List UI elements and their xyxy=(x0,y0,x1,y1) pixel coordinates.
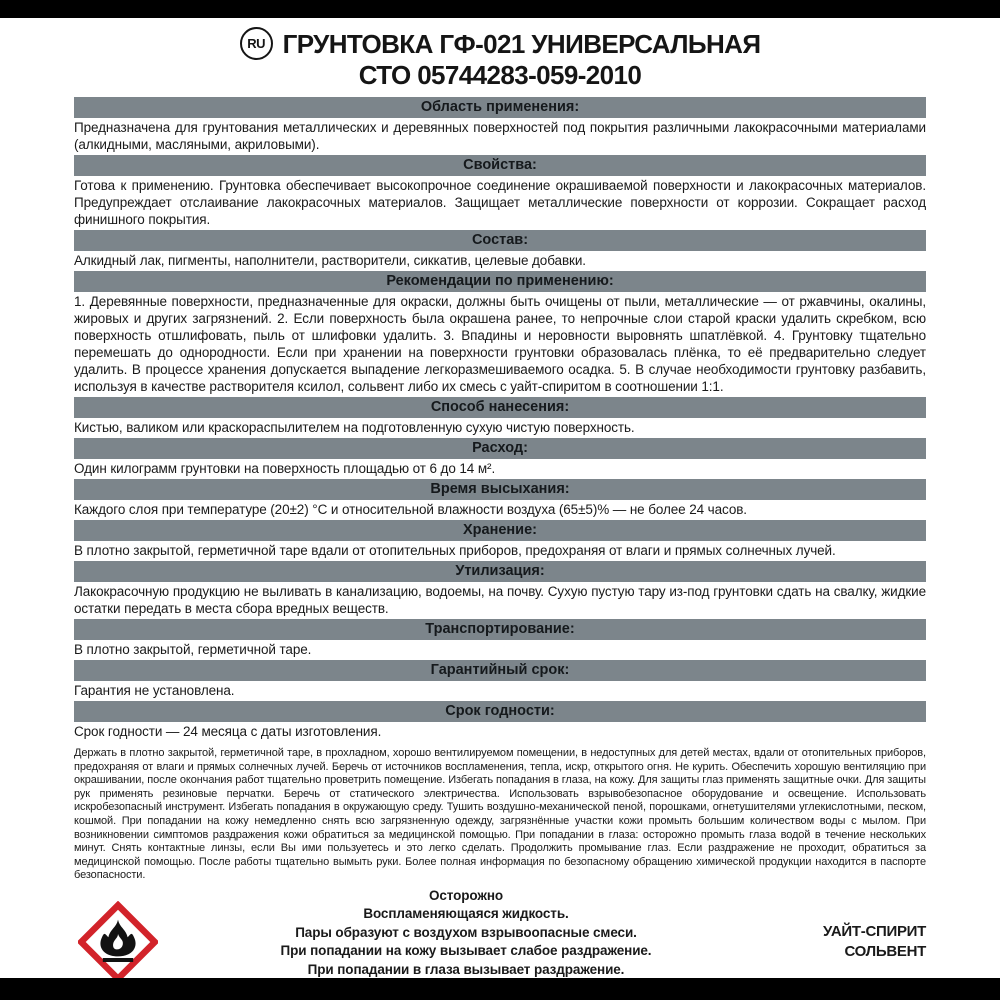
section-properties xyxy=(74,155,926,228)
section-body: В плотно закрытой, герметичной таре вдали от отопительных приборов, предохраняя от влаги и прямых солнечных лучей. xyxy=(74,543,836,558)
section-heading: Способ нанесения: xyxy=(74,397,926,418)
section-heading: Хранение: xyxy=(74,520,926,541)
section-heading: Утилизация: xyxy=(74,561,926,582)
section-composition xyxy=(74,230,926,269)
title-block xyxy=(0,27,1000,90)
section-body: Предназначена для грунтования металлических и деревянных поверхностей под покрытия различными лакокрасочными материалами (алкидными, масляными, акриловыми). xyxy=(74,120,926,152)
section-body: Лакокрасочную продукцию не выливать в канализацию, водоемы, на почву. Сухую пустую тару из-под грунтовки сдать на свалку, жидкие остатки передать в места сбора вредных веществ. xyxy=(74,584,926,616)
section-body: Алкидный лак, пигменты, наполнители, растворители, сиккатив, целевые добавки. xyxy=(74,253,586,268)
hazard-line: При попадании в глаза вызывает раздражение. xyxy=(307,961,625,977)
section-transport xyxy=(74,619,926,658)
solvent-line: СОЛЬВЕНТ xyxy=(844,943,926,961)
section-heading: Транспортирование: xyxy=(74,619,926,640)
section-heading: Гарантийный срок: xyxy=(74,660,926,681)
section-body: Срок годности — 24 месяца с даты изготовления. xyxy=(74,724,382,739)
hazard-line: Пары образуют с воздухом взрывоопасные смеси. xyxy=(295,924,637,940)
standard-number: СТО 05744283-059-2010 xyxy=(358,60,642,90)
product-title: ГРУНТОВКА ГФ-021 УНИВЕРСАЛЬНАЯ xyxy=(282,28,761,59)
section-body: Кистью, валиком или краскораспылителем на подготовленную сухую чистую поверхность. xyxy=(74,420,635,435)
solvent-line: УАЙТ-СПИРИТ xyxy=(822,923,926,941)
section-recommendations xyxy=(74,271,926,395)
section-heading: Рекомендации по применению: xyxy=(74,271,926,292)
section-shelf-life xyxy=(74,701,926,740)
section-body: 1. Деревянные поверхности, предназначенные для окраски, должны быть очищены от пыли, металлические — от ржавчины, окалины, жировых и других загрязнений. 2. Если поверхность была окрашена ранее, то непрочные слои старой краски удалить скребком, всю поверхность отшлифовать, пыль от шлифовки удалить. 3. Впадины и неровности выровнять шпатлёвкой. 4. Грунтовку тщательно перемешать до однородности. Если при хранении на поверхности грунтовки образовалась плёнка, то её предварительно следует удалить. В процессе хранения допускается выпадение легкоразмешиваемого осадка. 5. В случае необходимости грунтовку разбавить, используя в качестве растворителя ксилол, сольвент либо их смесь с уайт-спиритом в соотношении 1:1. xyxy=(74,294,926,394)
title-line xyxy=(0,27,1000,60)
section-disposal xyxy=(74,561,926,617)
signal-word: Осторожно xyxy=(428,887,504,903)
section-body: В плотно закрытой, герметичной таре. xyxy=(74,642,312,657)
ghs-flammable-icon xyxy=(78,901,158,983)
section-consumption xyxy=(74,438,926,477)
section-storage xyxy=(74,520,926,559)
section-body: Гарантия не установлена. xyxy=(74,683,235,698)
section-application-method xyxy=(74,397,926,436)
top-black-bar xyxy=(0,0,1000,18)
section-heading: Состав: xyxy=(74,230,926,251)
solvent-names xyxy=(774,922,926,962)
safety-fine-print: Держать в плотно закрытой, герметичной таре, в прохладном, хорошо вентилируемом помещении, в недоступных для детей местах, вдали от отопительных приборов, предохраняя от влаги и прямых солнечных лучей. Беречь от источников воспламенения, тепла, искр, открытого огня. Не курить. Обеспечить хорошую вентиляцию при окрашивании, после окончания работ тщательно проветрить помещение. Избегать попадания в глаза, на кожу. Для защиты глаз применять защитные очки. Для защиты рук применять резиновые перчатки. Беречь от статического электричества. Использовать взрывобезопасное оборудование и освещение. Использовать искробезопасный инструмент. Избегать попадания в окружающую среду. Тушить воздушно-механической пеной, порошками, огнетушителями углекислотными, песком, кошмой. При попадании на кожу немедленно снять всю загрязненную одежду, загрязнённые участки кожи промыть большим количеством воды с мылом. При возникновении симптомов раздражения кожи обратиться за медицинской помощью. При попадании в глаза: осторожно промыть глаза водой в течение нескольких минут. Снять контактные линзы, если Вы ими пользуетесь и это легко сделать. Продолжить промывание глаз. Если раздражение не проходит, обратиться за медицинской помощью. После работы тщательно вымыть руки. Более полная информация по безопасному обращению химической продукции находится в паспорте безопасности. xyxy=(74,747,926,882)
bottom-black-bar xyxy=(0,978,1000,1000)
section-body: Каждого слоя при температуре (20±2) °С и относительной влажности воздуха (65±5)% — не более 24 часов. xyxy=(74,502,747,517)
section-heading: Свойства: xyxy=(74,155,926,176)
section-body: Готова к применению. Грунтовка обеспечивает высокопрочное соединение окрашиваемой поверхности и лакокрасочных материалов. Предупреждает отслаивание лакокрасочных материалов. Защищает металлические поверхности от коррозии. Сокращает расход финишного покрытия. xyxy=(74,178,926,227)
section-heading: Расход: xyxy=(74,438,926,459)
section-heading: Срок годности: xyxy=(74,701,926,722)
label-content xyxy=(74,97,926,998)
section-heading: Время высыхания: xyxy=(74,479,926,500)
section-warranty xyxy=(74,660,926,699)
section-drying-time xyxy=(74,479,926,518)
section-heading: Область применения: xyxy=(74,97,926,118)
section-body: Один килограмм грунтовки на поверхность площадью от 6 до 14 м². xyxy=(74,461,496,476)
hazard-line: Воспламеняющаяся жидкость. xyxy=(363,906,569,922)
section-application xyxy=(74,97,926,153)
ru-certification-mark-icon: RU xyxy=(240,27,273,60)
hazard-line: При попадании на кожу вызывает слабое раздражение. xyxy=(280,943,652,959)
